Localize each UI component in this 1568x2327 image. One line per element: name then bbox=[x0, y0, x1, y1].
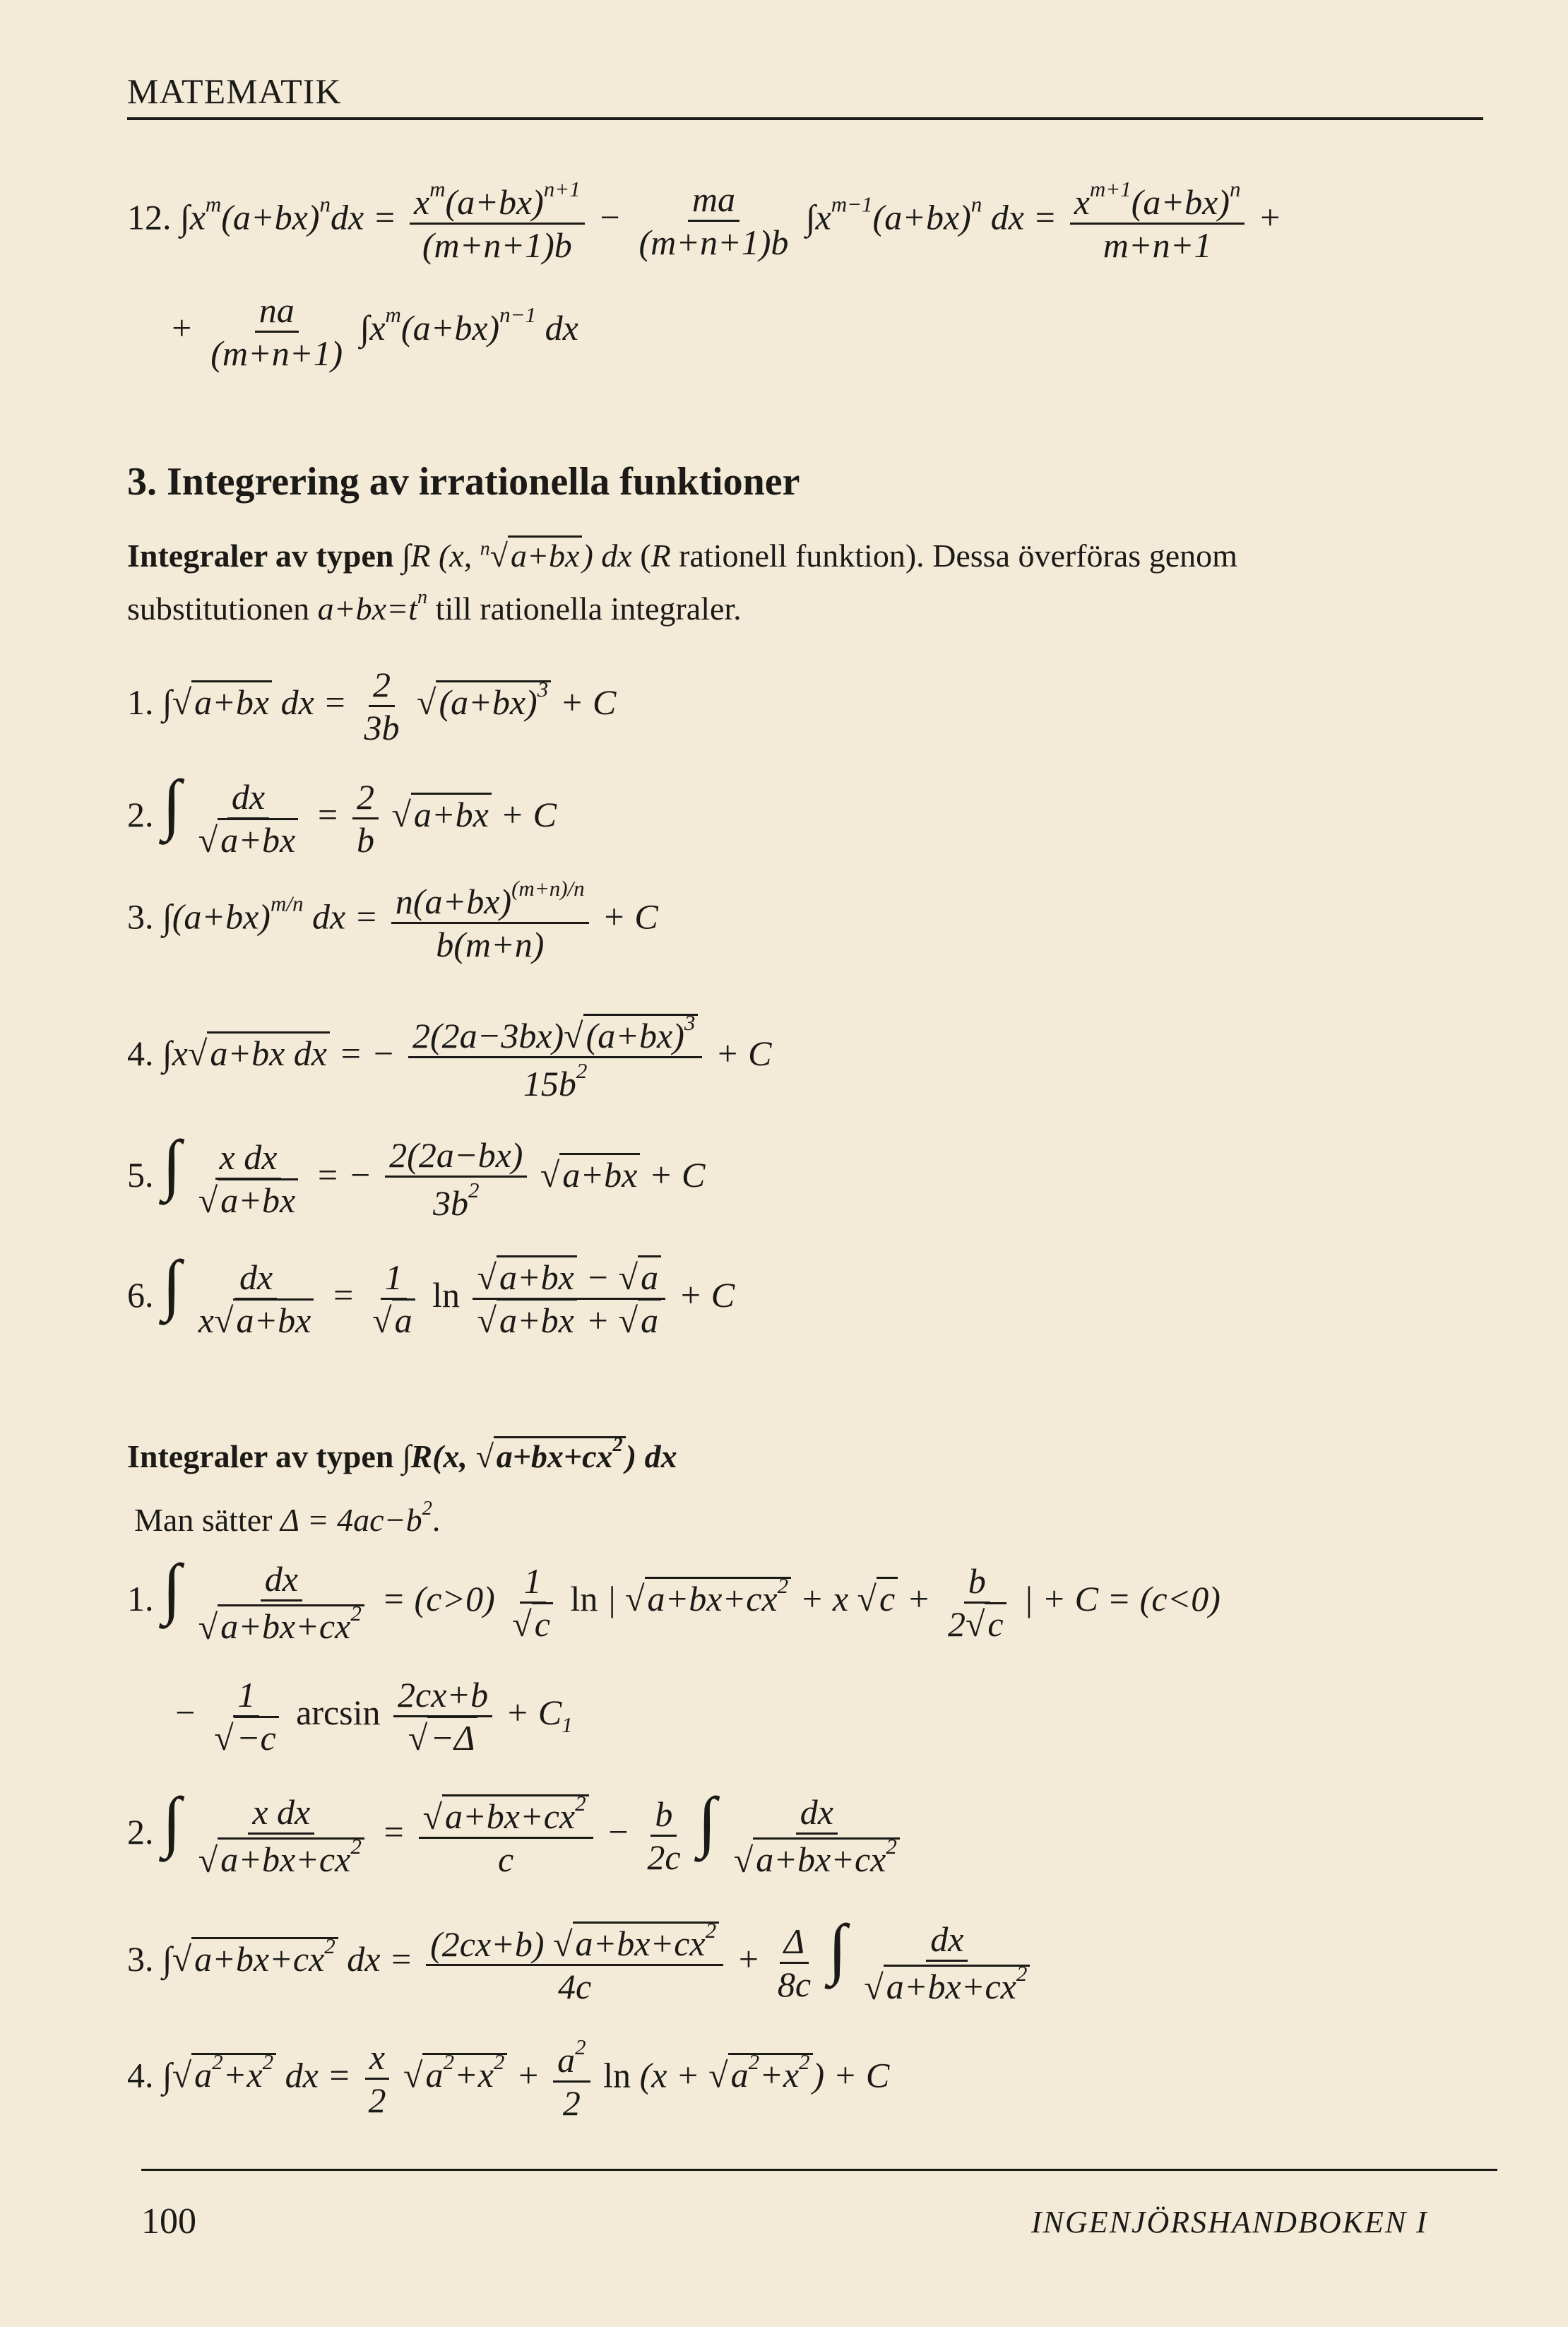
book-title: INGENJÖRSHANDBOKEN I bbox=[1031, 2205, 1428, 2239]
s3-formula-1: 1. ∫√a+bx dx = $\frac{2}{3b}$ $√(a+bx)^3 + C$ bbox=[127, 665, 617, 747]
s4-formula-4: 4. $\int√a^2+x^2$ dx = $\frac{x}{2}$ $√a^2+x^2$ + $\frac{a^2}{2}$ $\ln (x + √a^2+x^2) + C$ bbox=[127, 2035, 890, 2123]
s4-formula-3: 3. $\int√a+bx+cx^2$ dx = $\frac{(2cx+b) √a+bx+cx^2}{4c}$ + $\frac{\Delta}{8c}$ ∫ $\frac{dx}{√a+bx+cx^2}$ bbox=[127, 1914, 1038, 2007]
section-3-heading: 3. Integrering av irrationella funktioner bbox=[127, 460, 800, 504]
s3-formula-4: 4. ∫x√a+bx dx = − $\frac{2(2a-3bx)√(a+bx)^3}{15b^2}$ + C bbox=[127, 1010, 772, 1103]
s3-formula-6: 6. ∫ $\frac{dx}{x√a+bx}$ = $\frac{1}{√a}$ ln $\frac{√a+bx - √a}{√a+bx + √a}$ + C bbox=[127, 1246, 735, 1341]
s4-formula-2: 2. ∫ $\frac{\text{x dx}}{√a+bx+cx^2}$ = $\frac{√a+bx+cx^2}{c}$ − $\frac{b}{2c}$ ∫ $\frac{dx}{√a+bx+cx^2}$ bbox=[127, 1787, 908, 1880]
page-number: 100 bbox=[141, 2201, 196, 2242]
section-4-heading: Integraler av typen ∫R(x, $√a+bx+cx^2$) dx bbox=[127, 1434, 677, 1474]
section-3-intro-line2: substitutionen $a+bx=t^n$ till rationella integraler. bbox=[127, 586, 742, 627]
man-satter: Man sätter $\Delta = 4ac-b^2$. bbox=[134, 1498, 441, 1538]
s3-formula-3: 3. $\int(a+bx)^{m/n}$ dx = $\frac{n(a+bx)^{(m+n)/n}}{b(m+n)}$ + C bbox=[127, 876, 658, 964]
section-3-intro-line1: Integraler av typen ∫R (x, $^n$√a+bx) dx (R rationell funktion). Dessa överföras genom bbox=[127, 537, 1237, 574]
s3-formula-2: 2. ∫ $\frac{dx}{√a+bx}$ = $\frac{2}{b}$ √a+bx + C bbox=[127, 766, 557, 860]
s4-formula-1b: − $\frac{1}{√-c}$ arcsin $\frac{2cx+b}{√-\Delta}$ + $C_1$ bbox=[173, 1675, 573, 1758]
header-rule bbox=[127, 117, 1483, 120]
formula-12-line1: 12. $\int x^m(a+bx)^ndx$ = $\frac{x^m(a+bx)^{n+1}}{(m+n+1)b}$ − $\frac{ma}{(m+n+1)b}$ $\int x^{m-1}(a+bx)^n$ dx = $\frac{x^{m+1}(a+bx)^n}{m+n+1}$ + bbox=[127, 177, 1282, 265]
formula-12-line2: + $\frac{na}{(m+n+1)}$ $\int x^m(a+bx)^{n-1}$ dx bbox=[170, 290, 578, 373]
f12-line1-text bbox=[0, 0, 1, 1]
footer-rule bbox=[141, 2169, 1497, 2171]
s3-formula-5: 5. ∫ $\frac{\text{x dx}}{√a+bx}$ = − $\frac{2(2a-bx)}{3b^2}$ √a+bx + C bbox=[127, 1126, 706, 1223]
s4-formula-1: 1. ∫ $\frac{dx}{√a+bx+cx^2}$ = (c>0) $\frac{1}{√c}$ ln | $√a+bx+cx^2 + x$ √c + $\frac{b}{2√c}$ | + C = (c<0) bbox=[127, 1550, 1220, 1647]
running-header: MATEMATIK bbox=[127, 71, 342, 111]
